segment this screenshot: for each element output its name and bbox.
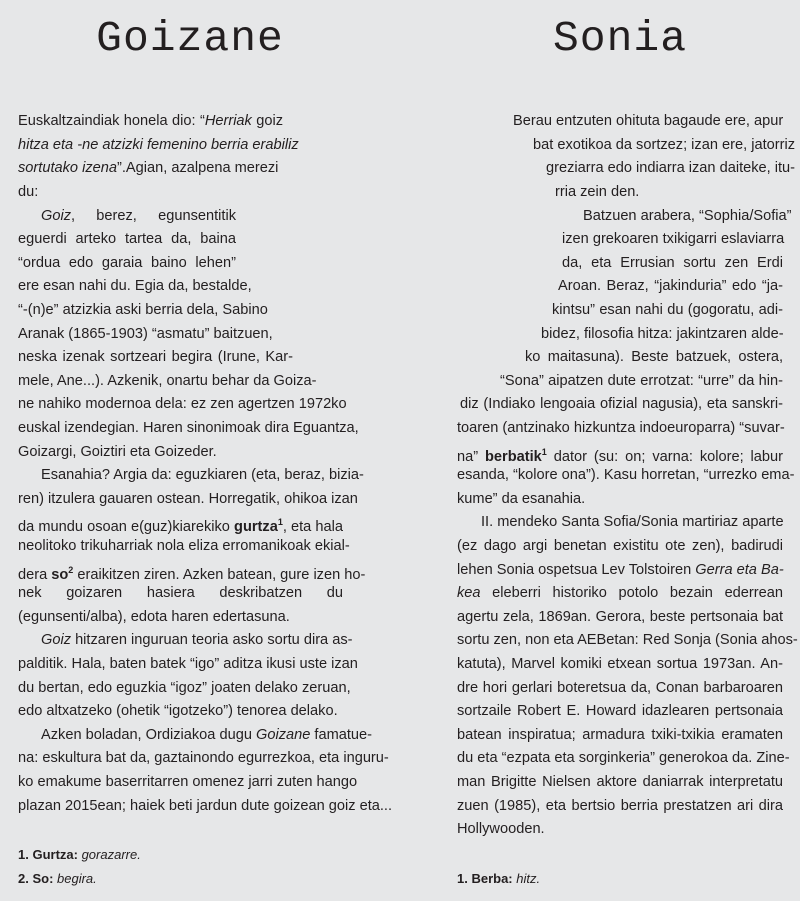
text-run: Aroan. Beraz, “jakinduria” edo “ja- <box>558 278 783 295</box>
text-run: agertu zela, 1869an. Gerora, beste pertsonaia bat <box>457 608 783 625</box>
text-run: ne nahiko modernoa dela: ez zen agertzen 1972ko <box>18 396 347 413</box>
text-run: da mundu osoan e(guz)kiarekiko <box>18 519 235 536</box>
text-run: bidez, filosofia hitza: jakintzaren alde- <box>541 325 784 342</box>
italic-text: begira. <box>53 871 97 886</box>
italic-text: hitza eta -ne atzizki femenino berria erabiliz <box>18 136 299 153</box>
italic-text: sortutako izena <box>18 160 117 177</box>
text-run: “Sona” aipatzen dute errotzat: “urre” da hin- <box>500 372 783 389</box>
text-run: bat exotikoa da sortzez; izan ere, jatorriz <box>533 136 796 153</box>
text-run: Hollywooden. <box>457 821 545 838</box>
text-line <box>513 110 783 134</box>
text-line <box>457 724 783 748</box>
text-run: batean inspiratua; armadura txiki-txikia eramaten <box>457 726 783 743</box>
text-run: sortzaile Robert E. Howard idazlearen pertsonaia <box>457 703 783 720</box>
text-line <box>558 275 783 299</box>
text-run: mele, Ane...). Azkenik, onartu behar da Goiza- <box>18 372 317 389</box>
text-line <box>541 323 783 347</box>
text-run: Esanahia? Argia da: eguzkiaren (eta, beraz, bizia- <box>41 467 364 484</box>
text-run: toaren (antzinako hizkuntza indoeuroparra) “suvar- <box>457 420 785 436</box>
article-title-goizane: Goizane <box>96 14 284 63</box>
footnote-marker[interactable]: 1 <box>541 446 547 457</box>
text-line <box>457 747 790 771</box>
text-run: hitzaren inguruan teoria asko sortu dira as- <box>71 632 353 649</box>
text-run: ko maitasuna). Beste batzuek, ostera, <box>525 349 783 366</box>
text-run: dera <box>18 566 52 583</box>
text-line <box>457 629 798 653</box>
text-run: zuen (1985), eta bertsio berria prestatzen ari dira <box>457 797 783 814</box>
text-run: ere esan nahi du. Egia da, bestalde, <box>18 278 252 295</box>
text-run: (ez dago argi benetan existitu ote zen), badirudi <box>457 538 783 554</box>
text-run: da, eta Errusian sortu zen Erdi <box>562 254 783 271</box>
bold-text: berbatik <box>485 448 542 465</box>
text-run: goiz <box>251 113 284 130</box>
text-run: eraikitzen ziren. Azken batean, gure izen ho- <box>73 566 366 583</box>
text-run: neska izenak sortzeari begira (Irune, Kar- <box>18 349 293 366</box>
text-run: rria zein den. <box>555 184 640 200</box>
text-line <box>457 795 783 819</box>
text-line <box>457 464 795 488</box>
text-line <box>457 582 783 606</box>
text-run: II. mendeko Santa Sofia/Sonia martiriaz aparte <box>481 514 784 531</box>
text-run: , eta hala <box>282 519 343 536</box>
text-run: kume” da esanahia. <box>457 490 586 507</box>
footnote-marker[interactable]: 2 <box>68 564 74 575</box>
italic-text: Herriak <box>204 113 252 130</box>
text-run: eleberri historiko potolo bezain ederrean <box>480 585 783 602</box>
text-run: (egunsenti/alba), edota haren edertasuna. <box>18 608 290 625</box>
text-line <box>457 417 783 441</box>
italic-text: hitz. <box>512 871 541 886</box>
text-run: Aranak (1865-1903) “asmatu” baitzuen, <box>18 325 273 342</box>
text-line <box>457 488 787 512</box>
italic-text: Goizane <box>256 726 311 743</box>
italic-text: Gerra eta Ba- <box>695 561 784 578</box>
text-run: eguerdi arteko tartea da, baina <box>18 231 236 248</box>
text-run: ”.Agian, azalpena merezi <box>116 160 279 177</box>
text-run: na: eskultura bat da, gaztainondo egurrezkoa, eta inguru- <box>18 750 389 767</box>
text-run: euskal izendegian. Haren sinonimoak dira Eguantza, <box>18 420 359 436</box>
text-run: du: <box>18 184 39 200</box>
text-run: famatue- <box>310 726 373 743</box>
text-line <box>500 370 783 394</box>
footnote <box>457 869 540 889</box>
text-line <box>552 299 783 323</box>
text-run: dator (su: on; varna: kolore; labur <box>546 448 783 465</box>
text-run: dre hori gerlari boteretsua da, Conan barbaroaren <box>457 679 783 696</box>
text-run: Batzuen arabera, “Sophia/Sofia” <box>583 207 792 224</box>
text-run: neolitoko trikuharriak nola eliza erromanikoak ekial- <box>18 538 350 554</box>
text-run: greziarra edo indiarra izan daiteke, itu- <box>546 160 796 177</box>
text-run: Goizargi, Goiztiri eta Goizeder. <box>18 443 217 460</box>
text-run: Euskaltzaindiak honela dio: “ <box>18 113 205 130</box>
text-line <box>583 205 792 229</box>
text-run: edo altxatzeko (ohetik “igotzeko”) tenorea delako. <box>18 703 338 720</box>
text-run: ren) itzulera gauaren ostean. Horregatik, ohikoa izan <box>18 490 358 507</box>
bold-text: 1. Gurtza: <box>18 847 78 862</box>
text-run: katuta), Marvel komiki etxean sortua 1973an. An- <box>457 656 783 672</box>
text-run: “-(n)e” atzizkia aski berria dela, Sabino <box>18 302 268 318</box>
italic-text: kea <box>457 585 481 602</box>
text-run: du bertan, edo eguzkia “igoz” joaten delako zeruan, <box>18 679 351 696</box>
text-line <box>457 441 783 465</box>
italic-text: Goiz <box>41 207 72 224</box>
text-run: , berez, egunsentitik <box>71 207 236 224</box>
text-run: ko emakume baserritarren omenez jarri zuten hango <box>18 774 358 790</box>
text-run: sortu zen, non eta AEBetan: Red Sonja (Sonia ahos- <box>457 632 798 649</box>
text-run: na” <box>457 448 486 465</box>
text-run: izen grekoaren txikigarri eslaviarra <box>562 231 785 248</box>
text-line <box>457 677 783 701</box>
text-run: Azken boladan, Ordiziakoa dugu <box>41 726 256 743</box>
text-line <box>460 393 783 417</box>
text-line <box>533 134 796 158</box>
text-line <box>562 252 783 276</box>
text-run: plazan 2015ean; haiek beti jardun dute goizean goiz eta... <box>18 797 393 814</box>
text-line <box>457 535 783 559</box>
text-line <box>481 511 783 535</box>
text-line <box>457 606 783 630</box>
bold-text: gurtza <box>234 519 278 536</box>
text-line <box>562 228 783 252</box>
text-run: “ordua edo garaia baino lehen” <box>18 254 236 271</box>
text-line <box>457 700 783 724</box>
italic-text: gorazarre. <box>77 847 141 862</box>
bold-text: so <box>51 566 69 583</box>
text-run: diz (Indiako lengoaia ofizial nagusia), eta sanskri- <box>460 396 783 413</box>
text-line <box>546 157 796 181</box>
text-run: palditik. Hala, baten batek “igo” aditza ikusi uste izan <box>18 656 358 672</box>
bold-text: 2. So: <box>18 871 54 886</box>
text-line <box>457 818 787 842</box>
article-title-sonia: Sonia <box>552 14 688 63</box>
text-run: lehen Sonia ospetsua Lev Tolstoiren <box>457 561 696 578</box>
italic-text: Goiz <box>41 632 72 649</box>
text-run: esanda, “kolore ona”). Kasu horretan, “urrezko ema- <box>457 467 795 484</box>
text-line <box>457 559 783 583</box>
text-run: du eta “ezpata eta sorginkeria” generokoa da. Zine- <box>457 750 790 767</box>
text-line <box>525 346 783 370</box>
text-line <box>457 653 783 677</box>
text-run: man Brigitte Nielsen aktore daniarrak interpretatu <box>457 774 783 790</box>
text-line <box>457 771 783 795</box>
footnote-marker[interactable]: 1 <box>277 517 283 528</box>
bold-text: 1. Berba: <box>457 871 513 886</box>
text-line <box>555 181 800 205</box>
text-run: kintsu” esan nahi du (gogoratu, adi- <box>552 302 783 318</box>
text-run: Berau entzuten ohituta bagaude ere, apur <box>513 113 784 130</box>
text-run: nek goizaren hasiera deskribatzen du <box>18 585 343 602</box>
